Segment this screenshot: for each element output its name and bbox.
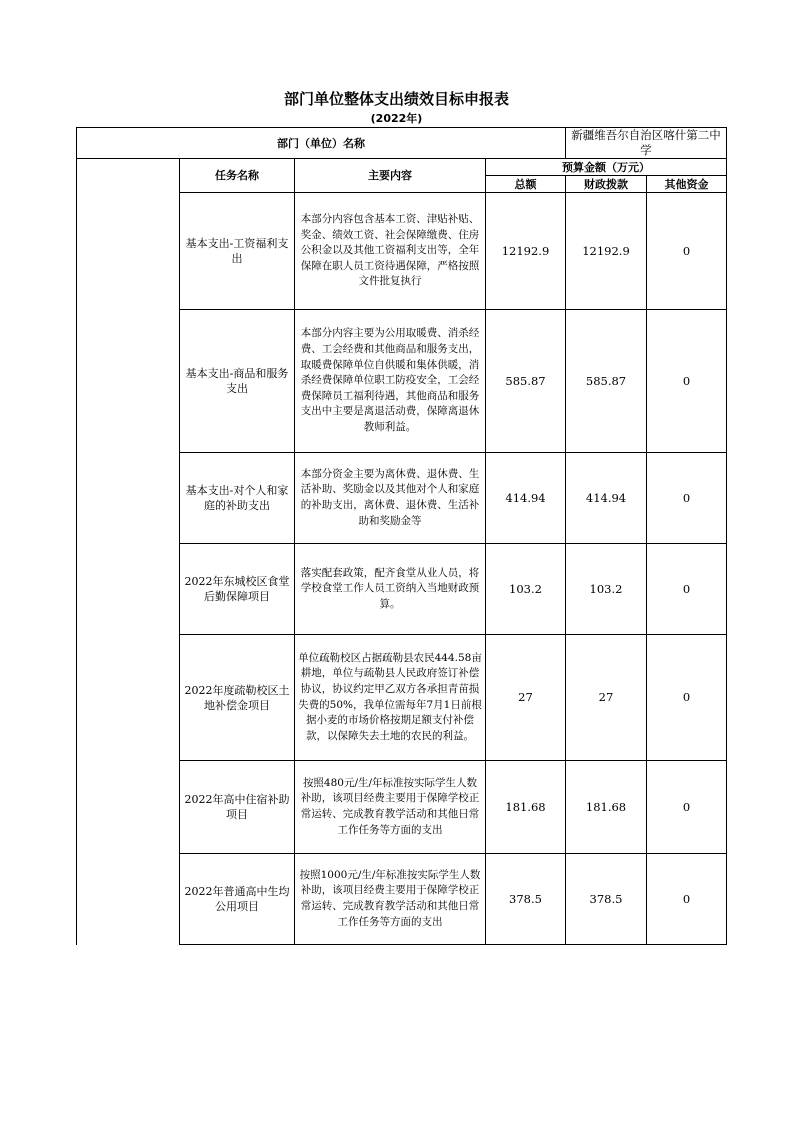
unit-name: 新疆维吾尔自治区喀什第二中学 [566,128,727,159]
task-content: 单位疏勒校区占据疏勒县农民444.58亩耕地，单位与疏勒县人民政府签订补偿协议，协议约定甲乙双方各承担青苗损失费的50%，我单位需每年7月1日前根据小麦的市场价格按期足额支付补偿款，以保障失去土地的农民的利益。 [295,635,486,761]
budget-table-frame [76,127,726,930]
fiscal-amount: 103.2 [566,544,647,635]
budget-amount-header: 预算金额（万元） [486,159,727,176]
other-amount: 0 [647,193,727,310]
task-name: 2022年度疏勒校区土地补偿金项目 [180,635,295,761]
total-amount: 414.94 [486,453,566,544]
total-amount: 27 [486,635,566,761]
total-amount: 378.5 [486,854,566,945]
other-amount: 0 [647,635,727,761]
unit-row [77,128,727,159]
unit-label: 部门（单位）名称 [77,128,566,159]
other-amount: 0 [647,310,727,453]
header-row-1 [77,159,727,176]
task-content: 落实配套政策，配齐食堂从业人员，将学校食堂工作人员工资纳入当地财政预算。 [295,544,486,635]
total-amount: 585.87 [486,310,566,453]
task-name: 2022年东城校区食堂后勤保障项目 [180,544,295,635]
other-funds-header: 其他资金 [647,176,727,193]
fiscal-amount: 378.5 [566,854,647,945]
total-amount: 12192.9 [486,193,566,310]
fiscal-amount: 585.87 [566,310,647,453]
fiscal-amount: 12192.9 [566,193,647,310]
task-name: 2022年普通高中生均公用项目 [180,854,295,945]
total-amount: 181.68 [486,761,566,854]
task-name: 基本支出-对个人和家庭的补助支出 [180,453,295,544]
left-blank-column [77,159,180,945]
task-content: 按照480元/生/年标准按实际学生人数补助，该项目经费主要用于保障学校正常运转、完成教育教学活动和其他日常工作任务等方面的支出 [295,761,486,854]
total-header: 总额 [486,176,566,193]
fiscal-amount: 414.94 [566,453,647,544]
task-content: 本部分内容主要为公用取暖费、消杀经费、工会经费和其他商品和服务支出，取暖费保障单位自供暖和集体供暖，消杀经费保障单位职工防疫安全，工会经费保障员工福利待遇，其他商品和服务支出中主要是离退活动费，保障离退休教师利益。 [295,310,486,453]
task-name: 2022年高中住宿补助项目 [180,761,295,854]
main-content-header: 主要内容 [295,159,486,193]
task-name: 基本支出-工资福利支出 [180,193,295,310]
other-amount: 0 [647,854,727,945]
task-name-header: 任务名称 [180,159,295,193]
task-name: 基本支出-商品和服务支出 [180,310,295,453]
budget-table [76,127,727,945]
task-content: 按照1000元/生/年标准按实际学生人数补助，该项目经费主要用于保障学校正常运转、完成教育教学活动和其他日常工作任务等方面的支出 [295,854,486,945]
other-amount: 0 [647,453,727,544]
task-content: 本部分内容包含基本工资、津贴补贴、奖金、绩效工资、社会保障缴费、住房公积金以及其他工资福利支出等，全年保障在职人员工资待遇保障，严格按照文件批复执行 [295,193,486,310]
fiscal-amount: 181.68 [566,761,647,854]
document-title: 部门单位整体支出绩效目标申报表 [283,90,509,108]
total-amount: 103.2 [486,544,566,635]
other-amount: 0 [647,544,727,635]
document-year: (2022年) [370,112,423,125]
fiscal-header: 财政拨款 [566,176,647,193]
fiscal-amount: 27 [566,635,647,761]
other-amount: 0 [647,761,727,854]
task-content: 本部分资金主要为离休费、退休费、生活补助、奖励金以及其他对个人和家庭的补助支出，离休费、退休费、生活补助和奖励金等 [295,453,486,544]
